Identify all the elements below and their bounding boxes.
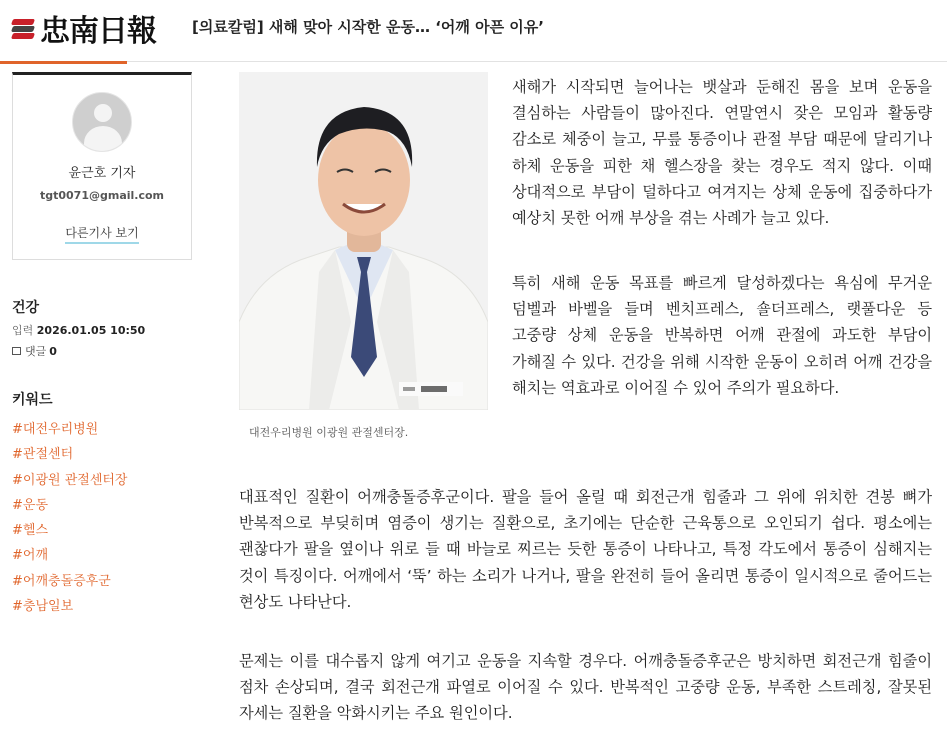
logo-icon bbox=[12, 17, 36, 39]
reporter-name: 윤근호 기자 bbox=[68, 166, 136, 181]
article-paragraph: 문제는 이를 대수롭지 않게 여기고 운동을 지속할 경우다. 어깨충돌증후군은 방치하면 회전근개 힘줄이 점차 손상되며, 결국 회전근개 파열로 이어질 수 있다. 반복적인 고중량 운동, 부족한 스트레칭, 잘못된 자세는 질환을 악화시키는 주요 원인이다. bbox=[239, 652, 932, 723]
article-paragraph: 특히 새해 운동 목표를 빠르게 달성하겠다는 욕심에 무거운 덤벨과 바벨을 들며 벤치프레스, 숄더프레스, 랫풀다운 등 고중량 상체 운동을 반복하면 어깨 관절에 과도한 부담이 가해질 수 있다. 건강을 위해 시작한 운동이 오히려 어깨 건강을 해치는 역효과로 이어질 수 있어 주의가 필요하다. bbox=[512, 274, 932, 397]
article-headline: [의료칼럼] 새해 맞아 시작한 운동… ‘어깨 아픈 이유’ bbox=[192, 18, 544, 36]
comment-count[interactable] bbox=[12, 343, 57, 359]
date-label: 입력 bbox=[12, 324, 34, 337]
keyword-list bbox=[12, 420, 128, 622]
article-photo[interactable] bbox=[239, 72, 488, 410]
doctor-portrait-image bbox=[239, 72, 488, 410]
reporter-email[interactable]: tgt0071@gmail.com bbox=[39, 189, 165, 202]
keyword-item[interactable]: #어깨충돌증후군 bbox=[12, 573, 111, 589]
article-paragraph: 새해가 시작되면 늘어나는 뱃살과 둔해진 몸을 보며 운동을 결심하는 사람들이 많아진다. 연말연시 잦은 모임과 활동량 감소로 체중이 늘고, 무릎 통증이나 관절 부담 때문에 달리기나 하체 운동을 피한 채 헬스장을 찾는 경우도 적지 않다. 이때 상대적으로 부담이 덜하다고 여겨지는 상체 운동에 집중하다가 예상치 못한 어깨 부상을 겪는 사례가 늘고 있다. bbox=[512, 78, 932, 228]
keyword-item[interactable]: #대전우리병원 bbox=[12, 422, 99, 437]
comment-count-value: 0 bbox=[49, 344, 57, 358]
photo-caption: 대전우리병원 이광원 관절센터장. bbox=[249, 426, 409, 439]
reporter-card bbox=[12, 72, 192, 260]
logo-text: 忠南日報 bbox=[40, 14, 156, 49]
keyword-item[interactable]: #운동 bbox=[12, 497, 49, 513]
other-articles-link[interactable]: 다른기사 보기 bbox=[65, 224, 138, 244]
avatar bbox=[72, 92, 132, 152]
keyword-item[interactable]: #관절센터 bbox=[12, 447, 74, 463]
comment-label: 댓글 bbox=[25, 345, 47, 358]
keyword-item[interactable]: #충남일보 bbox=[12, 599, 74, 615]
section-name[interactable]: 건강 bbox=[12, 300, 40, 316]
publish-date bbox=[12, 322, 145, 338]
article-paragraph: 대표적인 질환이 어깨충돌증후군이다. 팔을 들어 올릴 때 회전근개 힘줄과 그 위에 위치한 견봉 뼈가 반복적으로 부딪히며 염증이 생기는 질환으로, 초기에는 단순한 근육통으로 오인되기 쉽다. 평소에는 괜찮다가 팔을 옆이나 위로 들 때 바늘로 찌르는 듯한 통증이 나타나고, 특정 각도에서 통증이 심해지는 것이 특징이다. 어깨에서 ‘뚝’ 하는 소리가 나거나, 팔을 완전히 들어 올리면 통증이 일시적으로 줄어드는 현상도 나타난다. bbox=[239, 488, 932, 611]
keyword-item[interactable]: #이광원 관절센터장 bbox=[12, 472, 128, 488]
keyword-item[interactable]: #어깨 bbox=[12, 548, 49, 564]
keywords-title: 키워드 bbox=[12, 392, 53, 408]
header-accent-bar bbox=[0, 61, 127, 64]
site-logo[interactable] bbox=[12, 8, 156, 48]
keyword-item[interactable]: #헬스 bbox=[12, 523, 49, 539]
site-header bbox=[0, 0, 947, 62]
comment-icon bbox=[12, 347, 21, 355]
date-value: 2026.01.05 10:50 bbox=[36, 324, 146, 337]
